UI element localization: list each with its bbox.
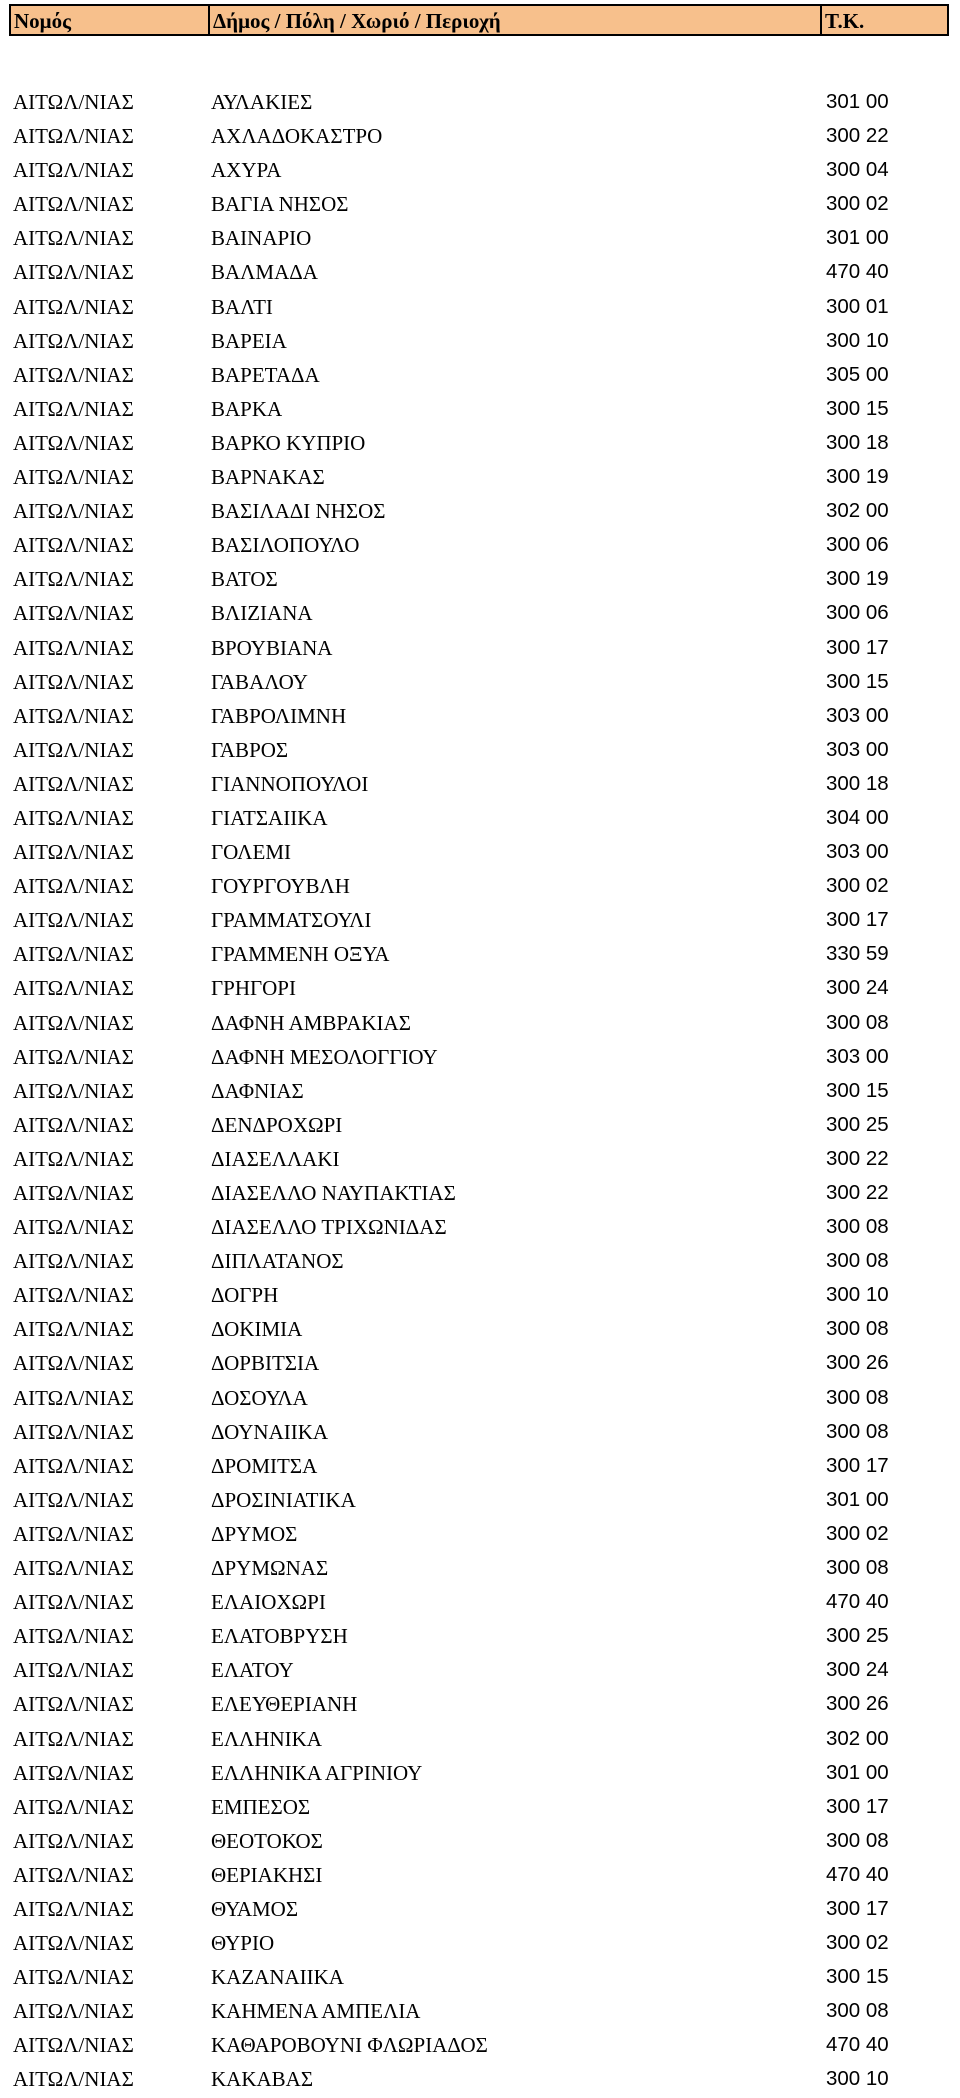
cell-zip: 300 08 bbox=[826, 1999, 889, 2023]
cell-region: ΑΙΤΩΛ/ΝΙΑΣ bbox=[13, 1862, 134, 1887]
table-row bbox=[0, 460, 960, 494]
cell-region: ΑΙΤΩΛ/ΝΙΑΣ bbox=[13, 430, 134, 455]
table-row bbox=[0, 1722, 960, 1756]
cell-region: ΑΙΤΩΛ/ΝΙΑΣ bbox=[13, 805, 134, 830]
cell-place: ΕΛΑΤΟΥ bbox=[211, 1658, 294, 1683]
cell-region: ΑΙΤΩΛ/ΝΙΑΣ bbox=[13, 1556, 134, 1581]
cell-region: ΑΙΤΩΛ/ΝΙΑΣ bbox=[13, 567, 134, 592]
cell-region: ΑΙΤΩΛ/ΝΙΑΣ bbox=[13, 703, 134, 728]
cell-zip: 300 10 bbox=[826, 328, 889, 352]
table-row bbox=[0, 392, 960, 426]
table-row bbox=[0, 1585, 960, 1619]
cell-zip: 300 08 bbox=[826, 1010, 889, 1034]
cell-region: ΑΙΤΩΛ/ΝΙΑΣ bbox=[13, 1760, 134, 1785]
table-body bbox=[0, 85, 960, 2097]
table-row bbox=[0, 1176, 960, 1210]
cell-place: ΔΑΦΝΙΑΣ bbox=[211, 1078, 304, 1103]
table-row bbox=[0, 835, 960, 869]
cell-zip: 300 17 bbox=[826, 908, 889, 932]
cell-zip: 300 08 bbox=[826, 1215, 889, 1239]
cell-region: ΑΙΤΩΛ/ΝΙΑΣ bbox=[13, 396, 134, 421]
cell-zip: 300 06 bbox=[826, 533, 889, 557]
cell-region: ΑΙΤΩΛ/ΝΙΑΣ bbox=[13, 1112, 134, 1137]
cell-place: ΒΑΣΙΛΟΠΟΥΛΟ bbox=[211, 533, 360, 558]
cell-place: ΓΟΛΕΜΙ bbox=[211, 840, 292, 865]
cell-region: ΑΙΤΩΛ/ΝΙΑΣ bbox=[13, 1999, 134, 2024]
cell-region: ΑΙΤΩΛ/ΝΙΑΣ bbox=[13, 2067, 134, 2092]
cell-region: ΑΙΤΩΛ/ΝΙΑΣ bbox=[13, 737, 134, 762]
cell-zip: 300 22 bbox=[826, 124, 889, 148]
cell-region: ΑΙΤΩΛ/ΝΙΑΣ bbox=[13, 635, 134, 660]
header-place: Δήμος / Πόλη / Χωριό / Περιοχή bbox=[210, 6, 822, 34]
cell-zip: 300 10 bbox=[826, 1283, 889, 1307]
table-row bbox=[0, 290, 960, 324]
table-row bbox=[0, 1619, 960, 1653]
table-row bbox=[0, 221, 960, 255]
cell-region: ΑΙΤΩΛ/ΝΙΑΣ bbox=[13, 669, 134, 694]
cell-zip: 470 40 bbox=[826, 1590, 889, 1614]
cell-place: ΑΧΥΡΑ bbox=[211, 158, 282, 183]
cell-place: ΓΙΑΤΣΑΙΙΚΑ bbox=[211, 805, 328, 830]
cell-zip: 300 08 bbox=[826, 1317, 889, 1341]
table-row bbox=[0, 1551, 960, 1585]
table-row bbox=[0, 1210, 960, 1244]
cell-place: ΕΛΛΗΝΙΚΑ bbox=[211, 1726, 322, 1751]
cell-place: ΕΛΛΗΝΙΚΑ ΑΓΡΙΝΙΟΥ bbox=[211, 1760, 423, 1785]
cell-place: ΔΙΠΛΑΤΑΝΟΣ bbox=[211, 1249, 344, 1274]
cell-place: ΘΕΡΙΑΚΗΣΙ bbox=[211, 1862, 323, 1887]
table-row bbox=[0, 1960, 960, 1994]
cell-region: ΑΙΤΩΛ/ΝΙΑΣ bbox=[13, 499, 134, 524]
cell-place: ΔΑΦΝΗ ΜΕΣΟΛΟΓΓΙΟΥ bbox=[211, 1044, 438, 1069]
cell-place: ΒΑΛΜΑΔΑ bbox=[211, 260, 318, 285]
cell-region: ΑΙΤΩΛ/ΝΙΑΣ bbox=[13, 1487, 134, 1512]
cell-place: ΑΥΛΑΚΙΕΣ bbox=[211, 90, 313, 114]
cell-zip: 300 18 bbox=[826, 771, 889, 795]
cell-region: ΑΙΤΩΛ/ΝΙΑΣ bbox=[13, 1078, 134, 1103]
cell-region: ΑΙΤΩΛ/ΝΙΑΣ bbox=[13, 1351, 134, 1376]
table-row bbox=[0, 631, 960, 665]
cell-region: ΑΙΤΩΛ/ΝΙΑΣ bbox=[13, 1521, 134, 1546]
cell-region: ΑΙΤΩΛ/ΝΙΑΣ bbox=[13, 124, 134, 149]
cell-region: ΑΙΤΩΛ/ΝΙΑΣ bbox=[13, 328, 134, 353]
table-row bbox=[0, 528, 960, 562]
table-row bbox=[0, 426, 960, 460]
cell-region: ΑΙΤΩΛ/ΝΙΑΣ bbox=[13, 1317, 134, 1342]
table-row bbox=[0, 1687, 960, 1721]
cell-zip: 300 22 bbox=[826, 1181, 889, 1204]
table-row bbox=[0, 1142, 960, 1176]
table-row bbox=[0, 1346, 960, 1380]
table-row bbox=[0, 1312, 960, 1346]
cell-place: ΓΡΑΜΜΕΝΗ ΟΞΥΑ bbox=[211, 942, 390, 967]
cell-region: ΑΙΤΩΛ/ΝΙΑΣ bbox=[13, 1624, 134, 1649]
cell-zip: 300 24 bbox=[826, 1658, 889, 1682]
cell-zip: 300 15 bbox=[826, 1078, 889, 1102]
cell-zip: 300 17 bbox=[826, 1896, 889, 1920]
cell-place: ΔΟΥΝΑΙΙΚΑ bbox=[211, 1419, 329, 1444]
cell-place: ΒΑΓΙΑ ΝΗΣΟΣ bbox=[211, 192, 349, 217]
table-row bbox=[0, 1858, 960, 1892]
cell-place: ΒΑΡΕΙΑ bbox=[211, 328, 287, 353]
cell-zip: 300 01 bbox=[826, 294, 889, 318]
cell-place: ΔΕΝΔΡΟΧΩΡΙ bbox=[211, 1112, 343, 1137]
cell-region: ΑΙΤΩΛ/ΝΙΑΣ bbox=[13, 1385, 134, 1410]
table-row bbox=[0, 1278, 960, 1312]
cell-place: ΓΟΥΡΓΟΥΒΛΗ bbox=[211, 874, 350, 899]
cell-place: ΒΑΛΤΙ bbox=[211, 294, 273, 319]
cell-place: ΘΕΟΤΟΚΟΣ bbox=[211, 1828, 323, 1853]
cell-zip: 301 00 bbox=[826, 1487, 889, 1511]
cell-place: ΔΙΑΣΕΛΛΟ ΤΡΙΧΩΝΙΔΑΣ bbox=[211, 1215, 447, 1240]
cell-region: ΑΙΤΩΛ/ΝΙΑΣ bbox=[13, 1249, 134, 1274]
cell-region: ΑΙΤΩΛ/ΝΙΑΣ bbox=[13, 976, 134, 1001]
table-row bbox=[0, 767, 960, 801]
cell-zip: 300 02 bbox=[826, 874, 889, 898]
cell-zip: 300 24 bbox=[826, 976, 889, 1000]
cell-region: ΑΙΤΩΛ/ΝΙΑΣ bbox=[13, 1590, 134, 1615]
cell-zip: 470 40 bbox=[826, 2033, 889, 2057]
table-row bbox=[0, 358, 960, 392]
table-row bbox=[0, 153, 960, 187]
cell-zip: 300 02 bbox=[826, 192, 889, 216]
table-row bbox=[0, 903, 960, 937]
table-row bbox=[0, 255, 960, 289]
cell-place: ΚΑΖΑΝΑΙΙΚΑ bbox=[211, 1965, 344, 1990]
table-row bbox=[0, 699, 960, 733]
cell-zip: 300 17 bbox=[826, 1453, 889, 1477]
cell-place: ΕΛΑΙΟΧΩΡΙ bbox=[211, 1590, 326, 1615]
table-row bbox=[0, 1108, 960, 1142]
cell-zip: 303 00 bbox=[826, 703, 889, 727]
table-row bbox=[0, 494, 960, 528]
cell-region: ΑΙΤΩΛ/ΝΙΑΣ bbox=[13, 1215, 134, 1240]
cell-place: ΚΑΚΑΒΑΣ bbox=[211, 2067, 314, 2092]
cell-region: ΑΙΤΩΛ/ΝΙΑΣ bbox=[13, 1692, 134, 1717]
table-row bbox=[0, 869, 960, 903]
table-row bbox=[0, 1892, 960, 1926]
table-row bbox=[0, 937, 960, 971]
table-row bbox=[0, 1926, 960, 1960]
table-row bbox=[0, 2062, 960, 2096]
table-row bbox=[0, 1790, 960, 1824]
cell-zip: 300 15 bbox=[826, 1965, 889, 1989]
cell-place: ΔΟΚΙΜΙΑ bbox=[211, 1317, 303, 1342]
cell-place: ΔΡΥΜΟΣ bbox=[211, 1521, 298, 1546]
table-row bbox=[0, 665, 960, 699]
cell-zip: 304 00 bbox=[826, 805, 889, 829]
cell-zip: 300 08 bbox=[826, 1556, 889, 1580]
cell-zip: 300 17 bbox=[826, 635, 889, 659]
cell-zip: 300 08 bbox=[826, 1385, 889, 1409]
cell-place: ΔΡΥΜΩΝΑΣ bbox=[211, 1556, 329, 1581]
table-row bbox=[0, 85, 960, 119]
cell-region: ΑΙΤΩΛ/ΝΙΑΣ bbox=[13, 260, 134, 285]
table-row bbox=[0, 119, 960, 153]
cell-region: ΑΙΤΩΛ/ΝΙΑΣ bbox=[13, 465, 134, 490]
cell-region: ΑΙΤΩΛ/ΝΙΑΣ bbox=[13, 771, 134, 796]
table-row bbox=[0, 562, 960, 596]
cell-region: ΑΙΤΩΛ/ΝΙΑΣ bbox=[13, 362, 134, 387]
cell-place: ΕΛΕΥΘΕΡΙΑΝΗ bbox=[211, 1692, 358, 1717]
cell-place: ΒΑΡΝΑΚΑΣ bbox=[211, 465, 325, 490]
cell-zip: 300 02 bbox=[826, 1521, 889, 1545]
cell-place: ΒΑΡΕΤΑΔΑ bbox=[211, 362, 320, 387]
cell-region: ΑΙΤΩΛ/ΝΙΑΣ bbox=[13, 2033, 134, 2058]
cell-region: ΑΙΤΩΛ/ΝΙΑΣ bbox=[13, 1453, 134, 1478]
table-row bbox=[0, 801, 960, 835]
cell-region: ΑΙΤΩΛ/ΝΙΑΣ bbox=[13, 601, 134, 626]
cell-place: ΓΡΗΓΟΡΙ bbox=[211, 976, 296, 1001]
cell-place: ΘΥΑΜΟΣ bbox=[211, 1896, 299, 1921]
cell-place: ΔΑΦΝΗ ΑΜΒΡΑΚΙΑΣ bbox=[211, 1010, 411, 1035]
cell-place: ΓΑΒΡΟΣ bbox=[211, 737, 289, 762]
cell-place: ΑΧΛΑΔΟΚΑΣΤΡΟ bbox=[211, 124, 383, 149]
cell-zip: 300 10 bbox=[826, 2067, 889, 2091]
table-row bbox=[0, 733, 960, 767]
cell-zip: 470 40 bbox=[826, 260, 889, 284]
cell-zip: 300 08 bbox=[826, 1419, 889, 1443]
cell-place: ΘΥΡΙΟ bbox=[211, 1931, 275, 1956]
table-row bbox=[0, 1994, 960, 2028]
cell-place: ΓΑΒΡΟΛΙΜΝΗ bbox=[211, 703, 347, 728]
table-row bbox=[0, 1244, 960, 1278]
cell-place: ΚΑΗΜΕΝΑ ΑΜΠΕΛΙΑ bbox=[211, 1999, 421, 2024]
cell-place: ΔΟΣΟΥΛΑ bbox=[211, 1385, 308, 1410]
table-row bbox=[0, 1483, 960, 1517]
cell-place: ΔΟΓΡΗ bbox=[211, 1283, 279, 1308]
table-row bbox=[0, 596, 960, 630]
cell-region: ΑΙΤΩΛ/ΝΙΑΣ bbox=[13, 1965, 134, 1990]
cell-zip: 300 17 bbox=[826, 1794, 889, 1818]
cell-place: ΒΛΙΖΙΑΝΑ bbox=[211, 601, 313, 626]
cell-place: ΓΙΑΝΝΟΠΟΥΛΟΙ bbox=[211, 771, 369, 796]
cell-region: ΑΙΤΩΛ/ΝΙΑΣ bbox=[13, 1010, 134, 1035]
cell-region: ΑΙΤΩΛ/ΝΙΑΣ bbox=[13, 942, 134, 967]
cell-region: ΑΙΤΩΛ/ΝΙΑΣ bbox=[13, 1283, 134, 1308]
table-row bbox=[0, 1381, 960, 1415]
cell-region: ΑΙΤΩΛ/ΝΙΑΣ bbox=[13, 1726, 134, 1751]
table-row bbox=[0, 1415, 960, 1449]
cell-region: ΑΙΤΩΛ/ΝΙΑΣ bbox=[13, 1658, 134, 1683]
cell-zip: 300 19 bbox=[826, 465, 889, 489]
cell-place: ΔΙΑΣΕΛΛΑΚΙ bbox=[211, 1146, 340, 1171]
cell-region: ΑΙΤΩΛ/ΝΙΑΣ bbox=[13, 90, 134, 114]
cell-zip: 300 18 bbox=[826, 430, 889, 454]
cell-zip: 300 08 bbox=[826, 1828, 889, 1852]
cell-region: ΑΙΤΩΛ/ΝΙΑΣ bbox=[13, 1044, 134, 1069]
cell-region: ΑΙΤΩΛ/ΝΙΑΣ bbox=[13, 192, 134, 217]
table-row bbox=[0, 1653, 960, 1687]
cell-zip: 305 00 bbox=[826, 362, 889, 386]
cell-region: ΑΙΤΩΛ/ΝΙΑΣ bbox=[13, 874, 134, 899]
cell-place: ΒΑΙΝΑΡΙΟ bbox=[211, 226, 312, 251]
cell-region: ΑΙΤΩΛ/ΝΙΑΣ bbox=[13, 1931, 134, 1956]
table-header bbox=[9, 4, 949, 36]
cell-zip: 300 26 bbox=[826, 1692, 889, 1716]
table-row bbox=[0, 1074, 960, 1108]
cell-place: ΚΑΘΑΡΟΒΟΥΝΙ ΦΛΩΡΙΑΔΟΣ bbox=[211, 2033, 488, 2058]
table-row bbox=[0, 1006, 960, 1040]
cell-zip: 300 26 bbox=[826, 1351, 889, 1375]
cell-place: ΔΡΟΣΙΝΙΑΤΙΚΑ bbox=[211, 1487, 356, 1512]
cell-region: ΑΙΤΩΛ/ΝΙΑΣ bbox=[13, 908, 134, 933]
cell-zip: 300 06 bbox=[826, 601, 889, 625]
cell-region: ΑΙΤΩΛ/ΝΙΑΣ bbox=[13, 294, 134, 319]
cell-region: ΑΙΤΩΛ/ΝΙΑΣ bbox=[13, 1419, 134, 1444]
table-row bbox=[0, 1449, 960, 1483]
table-row bbox=[0, 971, 960, 1005]
cell-zip: 470 40 bbox=[826, 1862, 889, 1886]
cell-place: ΒΑΣΙΛΑΔΙ ΝΗΣΟΣ bbox=[211, 499, 386, 524]
cell-region: ΑΙΤΩΛ/ΝΙΑΣ bbox=[13, 1828, 134, 1853]
table-row bbox=[0, 324, 960, 358]
table-row bbox=[0, 1040, 960, 1074]
cell-place: ΒΑΡΚΟ ΚΥΠΡΙΟ bbox=[211, 430, 366, 455]
table-row bbox=[0, 1824, 960, 1858]
cell-place: ΒΑΤΟΣ bbox=[211, 567, 278, 592]
cell-zip: 303 00 bbox=[826, 840, 889, 864]
cell-zip: 302 00 bbox=[826, 499, 889, 523]
cell-place: ΓΑΒΑΛΟΥ bbox=[211, 669, 308, 694]
cell-region: ΑΙΤΩΛ/ΝΙΑΣ bbox=[13, 840, 134, 865]
cell-zip: 300 25 bbox=[826, 1624, 889, 1648]
cell-zip: 301 00 bbox=[826, 1760, 889, 1784]
cell-place: ΓΡΑΜΜΑΤΣΟΥΛΙ bbox=[211, 908, 372, 933]
cell-zip: 300 25 bbox=[826, 1112, 889, 1136]
cell-region: ΑΙΤΩΛ/ΝΙΑΣ bbox=[13, 1146, 134, 1171]
cell-zip: 300 02 bbox=[826, 1931, 889, 1955]
table-row bbox=[0, 2028, 960, 2062]
cell-zip: 303 00 bbox=[826, 1044, 889, 1068]
header-region: Νομός bbox=[11, 6, 210, 34]
cell-region: ΑΙΤΩΛ/ΝΙΑΣ bbox=[13, 1794, 134, 1819]
cell-zip: 301 00 bbox=[826, 226, 889, 250]
header-zip: Τ.Κ. bbox=[825, 9, 865, 33]
cell-place: ΕΛΑΤΟΒΡΥΣΗ bbox=[211, 1624, 348, 1649]
cell-place: ΔΟΡΒΙΤΣΙΑ bbox=[211, 1351, 320, 1376]
cell-region: ΑΙΤΩΛ/ΝΙΑΣ bbox=[13, 1896, 134, 1921]
cell-zip: 302 00 bbox=[826, 1726, 889, 1750]
cell-zip: 330 59 bbox=[826, 942, 889, 966]
cell-zip: 300 15 bbox=[826, 669, 889, 693]
cell-zip: 300 15 bbox=[826, 396, 889, 420]
table-row bbox=[0, 1517, 960, 1551]
cell-region: ΑΙΤΩΛ/ΝΙΑΣ bbox=[13, 1181, 134, 1205]
cell-zip: 303 00 bbox=[826, 737, 889, 761]
cell-place: ΕΜΠΕΣΟΣ bbox=[211, 1794, 311, 1819]
table-row bbox=[0, 1756, 960, 1790]
cell-region: ΑΙΤΩΛ/ΝΙΑΣ bbox=[13, 226, 134, 251]
cell-zip: 300 22 bbox=[826, 1146, 889, 1170]
cell-place: ΔΡΟΜΙΤΣΑ bbox=[211, 1453, 318, 1478]
table-row bbox=[0, 187, 960, 221]
cell-zip: 300 08 bbox=[826, 1249, 889, 1273]
cell-zip: 301 00 bbox=[826, 90, 889, 113]
cell-place: ΔΙΑΣΕΛΛΟ ΝΑΥΠΑΚΤΙΑΣ bbox=[211, 1181, 456, 1205]
cell-region: ΑΙΤΩΛ/ΝΙΑΣ bbox=[13, 158, 134, 183]
cell-place: ΒΡΟΥΒΙΑΝΑ bbox=[211, 635, 333, 660]
cell-zip: 300 19 bbox=[826, 567, 889, 591]
cell-place: ΒΑΡΚΑ bbox=[211, 396, 283, 421]
cell-region: ΑΙΤΩΛ/ΝΙΑΣ bbox=[13, 533, 134, 558]
cell-zip: 300 04 bbox=[826, 158, 889, 182]
